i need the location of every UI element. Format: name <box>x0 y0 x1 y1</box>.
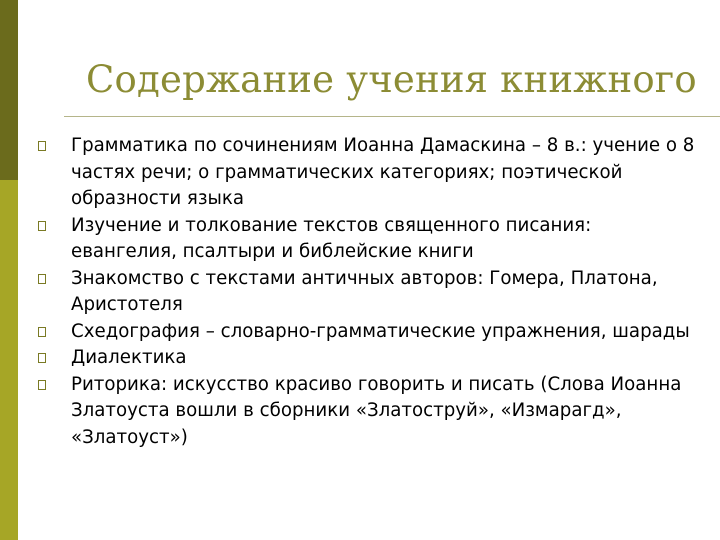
list-item-text: Диалектика <box>71 347 187 368</box>
list-item-text: Схедография – словарно-грамматические упражнения, шарады <box>71 320 690 342</box>
list-item <box>38 133 698 213</box>
list-item <box>38 213 698 266</box>
list-item <box>38 345 698 372</box>
square-bullet-icon <box>38 221 46 231</box>
square-bullet-icon <box>38 141 46 151</box>
list-item-text: Изучение и толкование текстов священного писания: евангелия, псалтыри и библейские книги <box>71 214 592 262</box>
bullet-list <box>38 133 698 451</box>
side-bar-dark <box>0 0 18 180</box>
list-item <box>38 372 698 452</box>
list-item <box>38 266 698 319</box>
side-bar-light <box>0 180 18 540</box>
square-bullet-icon <box>38 327 46 337</box>
title-divider <box>64 116 720 117</box>
list-item <box>38 319 698 346</box>
square-bullet-icon <box>38 380 46 390</box>
list-item-text: Знакомство с текстами античных авторов: Гомера, Платона, Аристотеля <box>71 267 658 315</box>
square-bullet-icon <box>38 353 46 363</box>
square-bullet-icon <box>38 274 46 284</box>
slide-title: Содержание учения книжного <box>86 58 697 101</box>
list-item-text: Грамматика по сочинениям Иоанна Дамаскина – 8 в.: учение о 8 частях речи; о грамматических категориях; поэтической образности языка <box>71 135 695 209</box>
list-item-text: Риторика: искусство красиво говорить и писать (Слова Иоанна Златоуста вошли в сборники «Златоструй», «Измарагд», «Златоуст») <box>71 373 682 448</box>
